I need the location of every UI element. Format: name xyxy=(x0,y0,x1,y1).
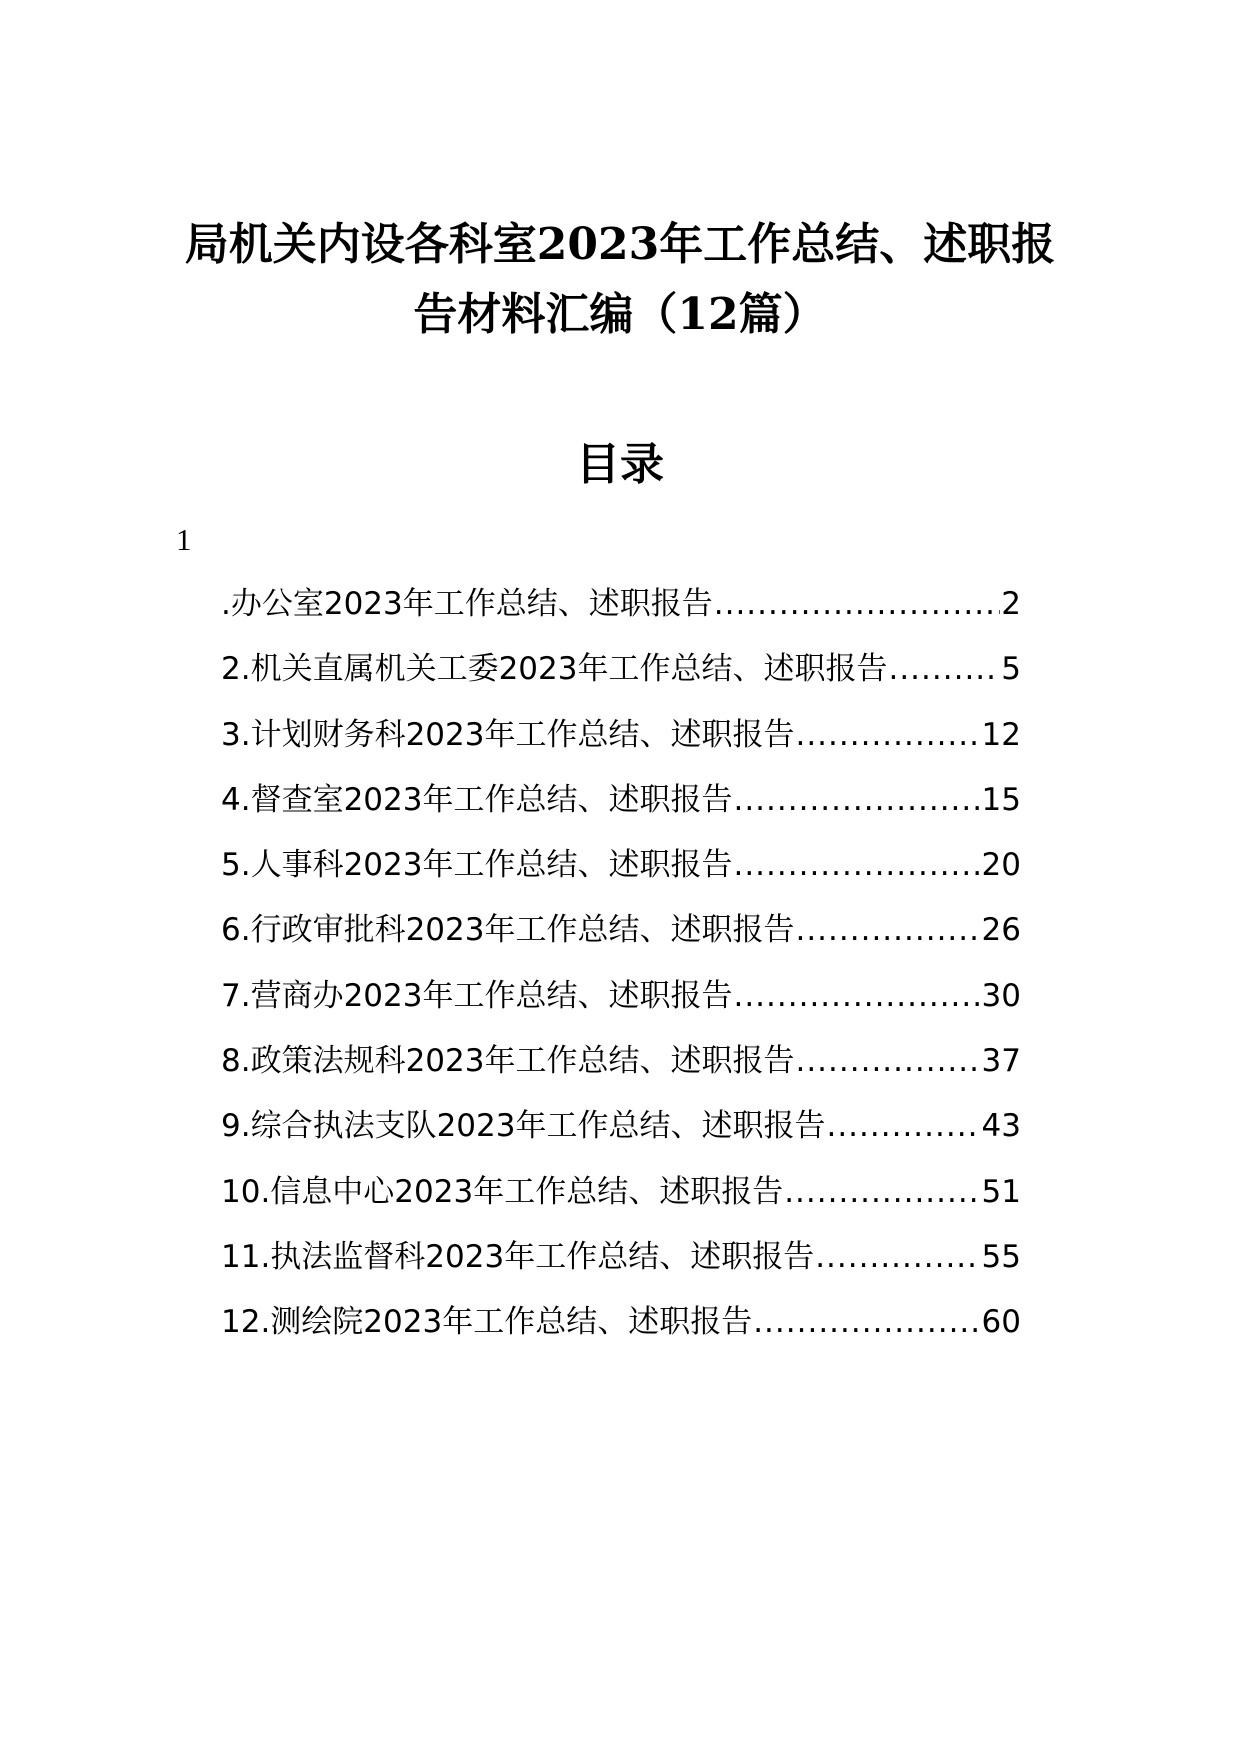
toc-dot-leader xyxy=(733,967,980,1025)
toc-page-number: 30 xyxy=(981,977,1021,1014)
toc-dot-leader xyxy=(795,1032,980,1090)
toc-page-number: 12 xyxy=(981,716,1021,753)
toc-entry-label: 10.信息中心2023年工作总结、述职报告 xyxy=(221,1173,784,1210)
toc-page-number: 15 xyxy=(981,781,1021,818)
stray-list-number: 1 xyxy=(176,522,192,557)
toc-entry[interactable] xyxy=(221,1163,1021,1228)
document-title-line-2: 告材料汇编（12篇） xyxy=(413,289,827,340)
toc-entry[interactable] xyxy=(221,967,1021,1032)
toc-entry-label: .办公室2023年工作总结、述职报告 xyxy=(221,586,713,622)
toc-entry-label: 2.机关直属机关工委2023年工作总结、述职报告 xyxy=(221,651,888,688)
toc-page-number: 26 xyxy=(981,912,1021,949)
toc-entry-label: 6.行政审批科2023年工作总结、述职报告 xyxy=(221,912,795,949)
toc-entry[interactable] xyxy=(221,771,1021,836)
toc-page-number: 37 xyxy=(981,1043,1021,1080)
toc-page-number: 2 xyxy=(1001,586,1021,622)
toc-dot-leader xyxy=(826,1097,980,1155)
toc-dot-leader xyxy=(888,640,1000,698)
toc-entry[interactable] xyxy=(221,1228,1021,1293)
toc-page-number: 20 xyxy=(981,847,1021,884)
toc-entry-label: 8.政策法规科2023年工作总结、述职报告 xyxy=(221,1043,795,1080)
table-of-contents xyxy=(221,575,1021,1359)
toc-entry[interactable] xyxy=(221,901,1021,966)
toc-dot-leader xyxy=(733,771,980,829)
toc-page-number: 55 xyxy=(981,1238,1021,1275)
toc-entry[interactable] xyxy=(221,575,1021,640)
toc-entry[interactable] xyxy=(221,1293,1021,1358)
document-title-line-1: 局机关内设各科室2023年工作总结、述职报 xyxy=(184,219,1056,270)
toc-dot-leader xyxy=(815,1228,980,1286)
toc-dot-leader xyxy=(733,836,980,894)
toc-page-number: 60 xyxy=(981,1304,1021,1341)
toc-page-number: 51 xyxy=(981,1173,1021,1210)
toc-entry[interactable] xyxy=(221,1097,1021,1162)
toc-dot-leader xyxy=(714,575,1001,633)
toc-entry[interactable] xyxy=(221,1032,1021,1097)
toc-heading: 目录 xyxy=(576,439,664,490)
toc-entry-label: 5.人事科2023年工作总结、述职报告 xyxy=(221,847,733,884)
toc-dot-leader xyxy=(753,1293,980,1351)
toc-entry-label: 12.测绘院2023年工作总结、述职报告 xyxy=(221,1304,753,1341)
toc-page-number: 43 xyxy=(981,1108,1021,1145)
toc-entry-label: 4.督查室2023年工作总结、述职报告 xyxy=(221,781,733,818)
toc-dot-leader xyxy=(795,706,980,764)
toc-dot-leader xyxy=(795,901,980,959)
toc-dot-leader xyxy=(784,1163,980,1221)
toc-entry-label: 9.综合执法支队2023年工作总结、述职报告 xyxy=(221,1108,826,1145)
toc-entry-label: 11.执法监督科2023年工作总结、述职报告 xyxy=(221,1238,815,1275)
toc-entry-label: 3.计划财务科2023年工作总结、述职报告 xyxy=(221,716,795,753)
toc-page-number: 5 xyxy=(1001,651,1021,688)
toc-entry-label: 7.营商办2023年工作总结、述职报告 xyxy=(221,977,733,1014)
toc-entry[interactable] xyxy=(221,640,1021,705)
toc-entry[interactable] xyxy=(221,836,1021,901)
toc-entry[interactable] xyxy=(221,706,1021,771)
